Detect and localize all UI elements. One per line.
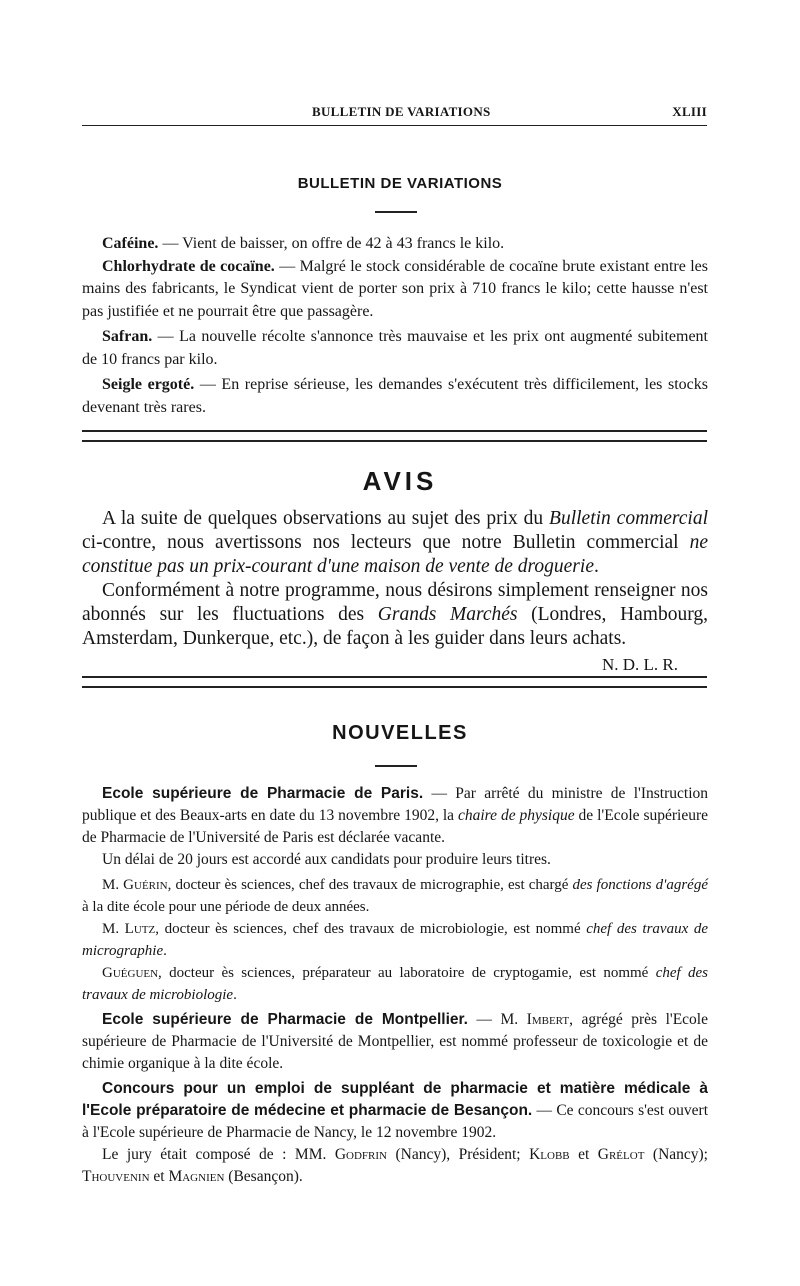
avis-paragraph: A la suite de quelques observations au sujet des prix du Bulletin commercial ci-contre, nous avertissons nos lecteurs que notre Bulletin commercial ne constitue pas un prix-courant d'une maison de vente de droguerie. <box>82 508 708 577</box>
variation-entry: Seigle ergoté. — En reprise sérieuse, les demandes s'exécutent très difficilement, les stocks devenant très rares. <box>82 376 709 416</box>
news-paris: Ecole supérieure de Pharmacie de Paris. — Par arrêté du ministre de l'Instruction publique et des Beaux-arts en date du 13 novembre 1902, la chaire de physique de l'Ecole supérieure de Pharmacie de l'Université de Paris est déclarée vacante. <box>82 785 708 846</box>
section-divider <box>82 430 707 442</box>
variations-section <box>82 233 708 419</box>
news-concours: Concours pour un emploi de suppléant de pharmacie et matière médicale à l'Ecole préparatoire de médecine et pharmacie de Besançon. — Ce concours s'est ouvert à l'Ecole supérieure de Pharmacie de Nancy, le 12 novembre 1902. <box>82 1080 709 1141</box>
page-number: XLIII <box>672 104 707 119</box>
avis-signature: N. D. L. R. <box>601 655 678 674</box>
avis-paragraph: Conformément à notre programme, nous désirons simplement renseigner nos abonnés sur les fluctuations des Grands Marchés (Londres, Hambourg, Amsterdam, Dunkerque, etc.), de façon à les guider dans leurs achats. <box>82 580 708 649</box>
news-montpellier: Ecole supérieure de Pharmacie de Montpellier. — M. Imbert, agrégé près l'Ecole supérieure de Pharmacie de l'Université de Montpellier, est nommé professeur de toxicologie et de chimie organique à la dite école. <box>82 1011 708 1072</box>
variation-entry: Chlorhydrate de cocaïne. — Malgré le stock considérable de cocaïne brute existant entre les mains des fabricants, le Syndicat vient de porter son prix à 710 francs le kilo; cette hausse n'est pas justifiée et ne pourrait être que passagère. <box>82 257 708 320</box>
nouvelles-section <box>82 783 708 1188</box>
news-delai: Un délai de 20 jours est accordé aux candidats pour produire leurs titres. <box>102 851 551 868</box>
nouvelles-title-rule <box>375 765 417 767</box>
running-header-title: BULLETIN DE VARIATIONS <box>312 104 491 119</box>
variation-entry: Safran. — La nouvelle récolte s'annonce très mauvaise et les prix ont augmenté subitement de 10 francs par kilo. <box>82 328 708 368</box>
variations-title: BULLETIN DE VARIATIONS <box>297 175 503 192</box>
news-gueguen: Guéguen, docteur ès sciences, préparateur au laboratoire de cryptogamie, est nommé chef des travaux de microbiologie. <box>82 965 709 1003</box>
avis-title: AVIS <box>362 466 438 496</box>
news-lutz: M. Lutz, docteur ès sciences, chef des travaux de microbiologie, est nommé chef des travaux de micrographie. <box>82 921 708 959</box>
news-guerin: M. Guérin, docteur ès sciences, chef des travaux de micrographie, est chargé des fonctions d'agrégé à la dite école pour une période de deux années. <box>82 877 709 915</box>
news-jury: Le jury était composé de : MM. Godfrin (Nancy), Président; Klobb et Grélot (Nancy); Thouvenin et Magnien (Besançon). <box>82 1146 708 1185</box>
nouvelles-title: NOUVELLES <box>332 722 468 744</box>
section-divider <box>82 676 707 688</box>
variation-entry: Caféine. — Vient de baisser, on offre de 42 à 43 francs le kilo. <box>102 235 505 252</box>
avis-section <box>82 507 708 677</box>
variations-title-rule <box>375 211 417 213</box>
header-rule <box>82 125 707 126</box>
